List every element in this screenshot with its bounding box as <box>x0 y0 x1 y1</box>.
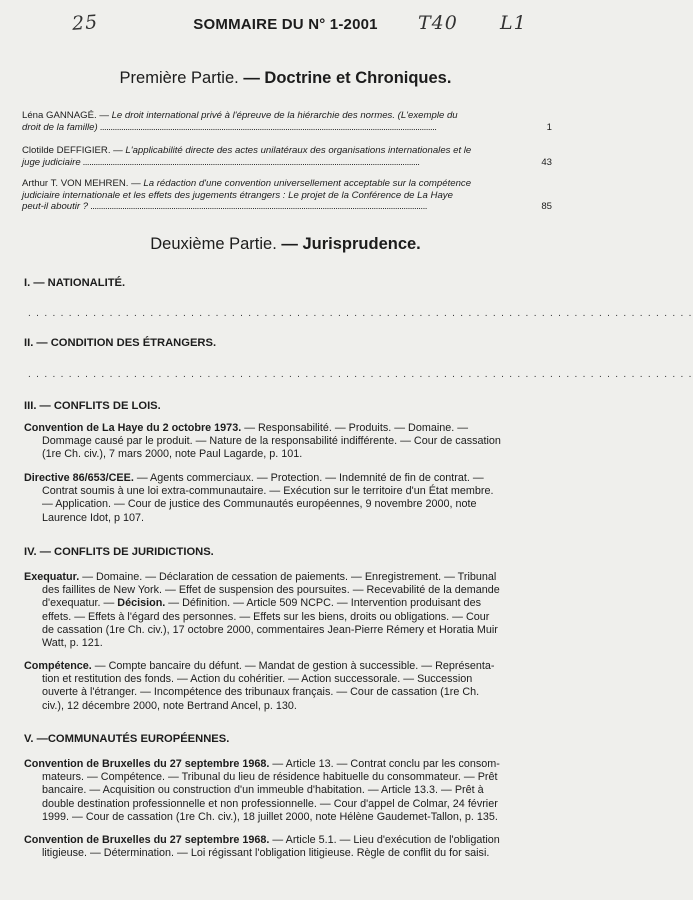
leader-dots <box>90 201 539 213</box>
case-text <box>24 597 552 610</box>
case-text: — Article 5.1. — Lieu d'exécution de l'obligation <box>269 834 500 846</box>
doctrine-entry-3 <box>22 178 552 213</box>
case-text: ouverte à l'étranger. — Incompétence des tribunaux français. — Cour de cassation (1re Ch. <box>42 686 480 699</box>
handwritten-note-right: L1 <box>500 12 527 34</box>
case-text: effets. — Effets à l'égard des personnes. — Effets sur les biens, droits ou obligations. — Cour <box>42 610 490 623</box>
part-one-prefix: Première Partie. <box>119 69 239 87</box>
case-text: Laurence Idot, p 107. <box>42 511 145 524</box>
page-number: 85 <box>541 201 552 212</box>
case-title: Convention de Bruxelles du 27 septembre 1968. <box>24 834 270 846</box>
case-text: 1999. — Cour de cassation (1re Ch. civ.), 18 juillet 2000, note Hélène Gaudemet-Tallon, p. 135. <box>42 810 498 823</box>
case-title: Directive 86/653/CEE. <box>24 472 134 484</box>
doctrine-entry-1 <box>22 110 552 133</box>
page-title: SOMMAIRE DU N° 1-2001 <box>193 16 378 33</box>
case-text: Dommage causé par le produit. — Nature de la responsabilité indifférente. — Cour de cassation <box>42 435 501 448</box>
case-text-part: d'exequatur. — <box>42 597 118 610</box>
case-entry-6 <box>24 834 552 860</box>
part-two-name: — Jurisprudence. <box>281 235 421 253</box>
case-text: (1re Ch. civ.), 7 mars 2000, note Paul Lagarde, p. 101. <box>42 448 303 461</box>
case-entry-5 <box>24 758 552 824</box>
leader-dots <box>83 157 540 169</box>
case-text: mateurs. — Compétence. — Tribunal du lieu de résidence habituelle du consommateur. — Prêt <box>42 771 498 784</box>
doctrine-title-cont: droit de la famille) <box>22 121 98 133</box>
part-one-title <box>0 69 571 88</box>
doctrine-title: — L'applicabilité directe des actes unilatéraux des organisations internationales et le <box>110 145 472 156</box>
doctrine-title: — La rédaction d'une convention universellement acceptable sur la compétence <box>128 178 472 189</box>
case-text: — Article 13. — Contrat conclu par les consom- <box>269 758 500 770</box>
doctrine-title-cont: peut-il aboutir ? <box>22 201 89 212</box>
case-text: de cassation (1re Ch. civ.), 17 octobre 2000, commentaires Jean-Pierre Rémery et Horatia Muir <box>42 623 498 636</box>
case-text: — Compte bancaire du défunt. — Mandat de gestion à successible. — Représenta- <box>91 660 495 672</box>
case-entry-4 <box>24 660 552 713</box>
part-one-name: — Doctrine et Chroniques. <box>243 69 452 87</box>
doctrine-author: Clotilde DEFFIGIER. <box>22 145 111 156</box>
doctrine-author: Léna GANNAGÉ. <box>22 110 97 121</box>
doctrine-title-cont: judiciaire internationale et les effets des jugements étrangers : Le projet de la Conférence de La Haye <box>22 189 453 201</box>
case-text: litigieuse. — Détermination. — Loi régissant l'obligation litigieuse. Règle de conflit du for saisi. <box>42 847 490 860</box>
doctrine-title-cont: juge judiciaire <box>22 156 81 168</box>
part-two-title <box>0 235 571 254</box>
case-text-part: — Définition. — Article 509 NCPC. — Intervention produisant des <box>165 597 481 610</box>
case-title: Convention de La Haye du 2 octobre 1973. <box>24 422 242 434</box>
page-number: 43 <box>541 156 552 168</box>
leader-dots <box>100 122 545 134</box>
case-entry-3 <box>24 571 552 650</box>
section-heading-5: V. —COMMUNAUTÉS EUROPÉENNES. <box>24 733 230 745</box>
page-number: 1 <box>546 121 552 133</box>
handwritten-note-mid: T40 <box>418 12 458 34</box>
case-title: Convention de Bruxelles du 27 septembre 1968. <box>24 758 270 770</box>
section-heading-3: III. — CONFLITS DE LOIS. <box>24 400 161 412</box>
case-text: double destination professionnelle et non professionnelle. — Cour d'appel de Colmar, 24 février <box>42 797 498 810</box>
case-text: tion et restitution des fonds. — Action du cohéritier. — Action successorale. — Succession <box>42 673 473 686</box>
case-text: Watt, p. 121. <box>42 637 103 650</box>
section-heading-4: IV. — CONFLITS DE JURIDICTIONS. <box>24 546 214 558</box>
dotted-placeholder: . . . . . . . . . . . . . . . . . . . . . . . . . . . . . . . . . . . . . . . . . . . . . . . . . . . . . . . . . . . . . . . . . . . . . . . . . . . . . . . . . . <box>28 308 693 319</box>
handwritten-note-left: 25 <box>71 11 99 35</box>
case-text: des faillites de New York. — Effet de suspension des poursuites. — Recevabilité de la demande <box>42 584 500 597</box>
case-title: Compétence. <box>24 660 92 672</box>
case-title: Exequatur. <box>24 571 80 583</box>
case-text: Contrat soumis à une loi extra-communautaire. — Exécution sur le territoire d'un État membre. <box>42 485 494 498</box>
case-text: — Agents commerciaux. — Protection. — Indemnité de fin de contrat. — <box>133 472 484 484</box>
case-text: — Application. — Cour de justice des Communautés européennes, 9 novembre 2000, note <box>42 498 477 511</box>
case-subtitle: Décision. <box>117 597 166 610</box>
case-text: civ.), 12 décembre 2000, note Bertrand Ancel, p. 130. <box>42 699 297 712</box>
case-entry-1 <box>24 422 552 462</box>
doctrine-title: — Le droit international privé à l'épreuve de la hiérarchie des normes. (L'exemple du <box>96 110 458 121</box>
case-text: bancaire. — Acquisition ou construction d'un immeuble d'habitation. — Article 13.3. — Prêt à <box>42 784 484 797</box>
case-entry-2 <box>24 472 552 525</box>
part-two-prefix: Deuxième Partie. <box>150 235 277 253</box>
doctrine-author: Arthur T. VON MEHREN. <box>22 178 129 189</box>
case-text: — Responsabilité. — Produits. — Domaine. — <box>241 422 469 434</box>
doctrine-entry-2 <box>22 145 552 168</box>
section-heading-2: II. — CONDITION DES ÉTRANGERS. <box>24 337 217 349</box>
section-heading-1: I. — NATIONALITÉ. <box>24 277 126 289</box>
dotted-placeholder: . . . . . . . . . . . . . . . . . . . . . . . . . . . . . . . . . . . . . . . . . . . . . . . . . . . . . . . . . . . . . . . . . . . . . . . . . . . . . . . . . . <box>28 369 693 380</box>
case-text: — Domaine. — Déclaration de cessation de paiements. — Enregistrement. — Tribunal <box>79 571 497 583</box>
